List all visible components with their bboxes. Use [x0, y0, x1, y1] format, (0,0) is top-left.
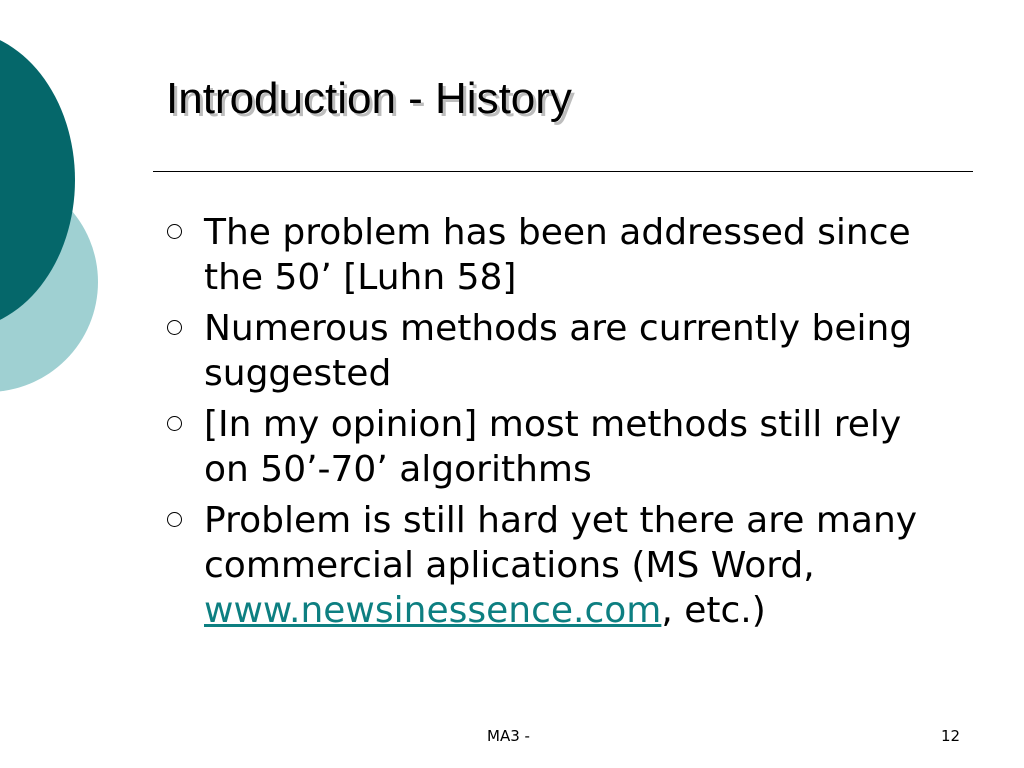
- footer-label: MA3 -: [487, 727, 530, 745]
- bullet-text: Numerous methods are currently being suggested: [204, 308, 913, 394]
- hollow-circle-icon: [167, 512, 182, 527]
- bullet-text-with-link: [204, 498, 940, 633]
- page-number: 12: [941, 727, 961, 745]
- bullet-item: [160, 210, 940, 300]
- bullet-text: [In my opinion] most methods still rely on 50’-70’ algorithms: [204, 404, 902, 490]
- newsinessence-link[interactable]: www.newsinessence.com: [204, 590, 662, 631]
- hollow-circle-icon: [167, 224, 182, 239]
- bullet-item: [160, 306, 940, 396]
- bullet-text-before-link: Problem is still hard yet there are many commercial aplications (MS Word,: [204, 500, 918, 586]
- bullet-list: [160, 210, 940, 639]
- title-divider: [153, 171, 973, 172]
- bullet-item: [160, 402, 940, 492]
- bullet-text-after-link: , etc.): [661, 590, 766, 631]
- bullet-item: [160, 498, 940, 633]
- hollow-circle-icon: [167, 416, 182, 431]
- bullet-text: The problem has been addressed since the 50’ [Luhn 58]: [204, 212, 911, 298]
- hollow-circle-icon: [167, 320, 182, 335]
- slide-title: Introduction - History: [166, 74, 572, 123]
